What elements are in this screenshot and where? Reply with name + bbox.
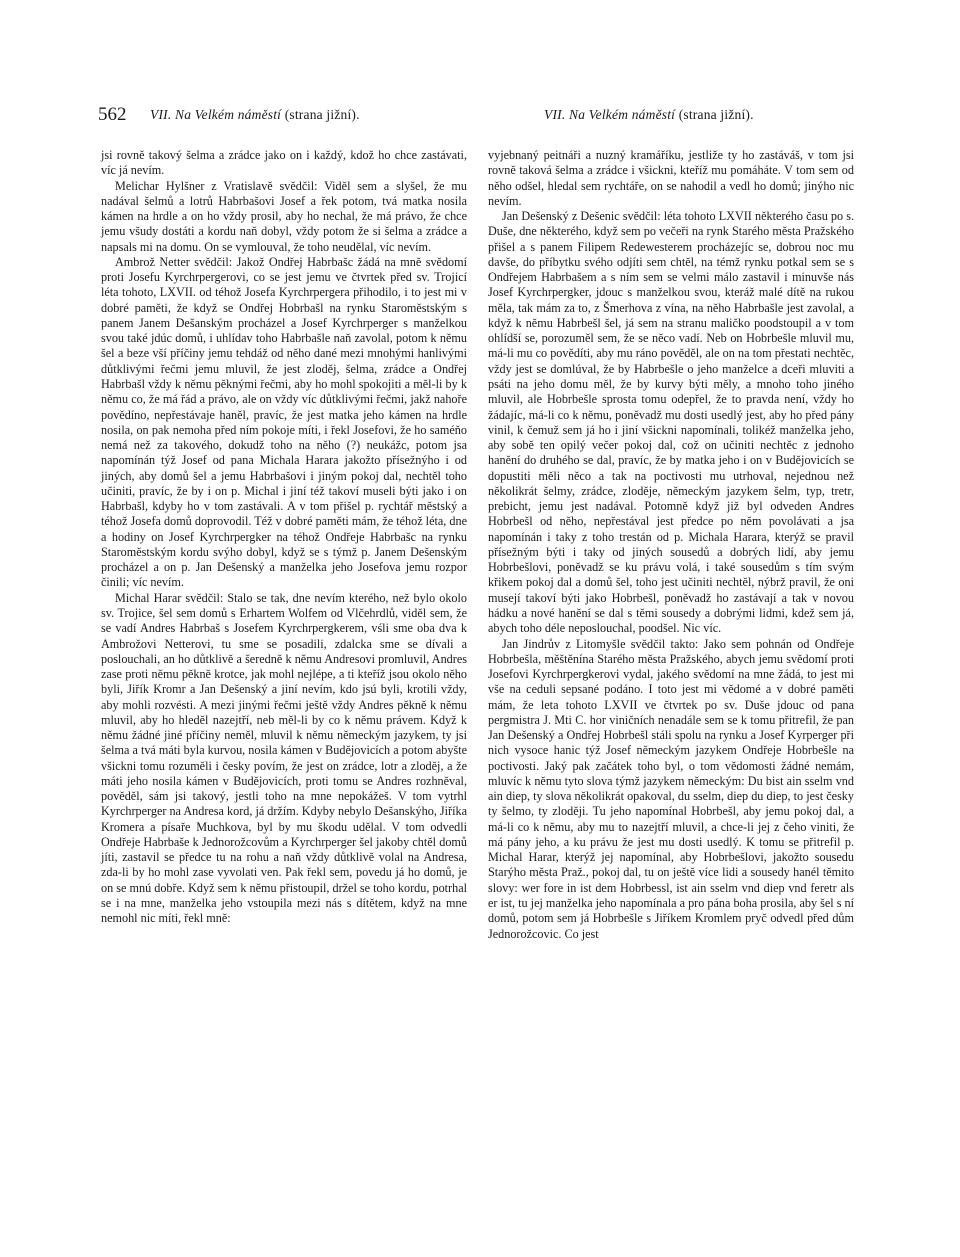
paragraph-continued-right: vyjebnaný peitnáři a nuzný kramáříku, jestliže ty ho zastáváš, v tom jsi rovně taková šelma a zrádce i všickni, kteříž mu pomáháte. V tom sem od něho odšel, hledal sem rychtáře, on se nahodil a vedl ho domů; jinýho nic nevím. bbox=[488, 148, 854, 208]
page-number: 562 bbox=[98, 104, 127, 125]
running-title-right bbox=[544, 107, 754, 123]
testimony-melichar-hylsner: Melichar Hylšner z Vratislavě svědčil: Viděl sem a slyšel, že mu nadával šelmů a lotrů Habrbašovi Josef a řek potom, tvá matka nosila kámen na hrdle a on ho vždy prosil, aby ho nechal, že má právo, že chce jemu všudy dostáti a kordu naň dobyl, vždy potom že si šelma a zrádce a napsals mi na domu. On se vymlouval, že toho neudělal, víc nevím. bbox=[101, 178, 467, 254]
testimony-ambroz-netter: Ambrož Netter svědčil: Jakož Ondřej Habrbašc žádá na mně svědomí proti Josefu Kyrchrpergerovi, co se jest jemu ve čtvrtek před sv. Trojicí léta tohoto, LXVII. od téhož Josefa Kyrchrpergera přihodilo, i to jest mi v dobré paměti, že když se Ondřej Hobrbašl na rynku Staroměstským s panem Janem Dešanským procházel a Josef Kyrchrperger s manželkou svou také jdúc domů, i uhlídav toho Habrbašle naň zavolal, potom k němu šel a beze vší příčiny jemu tehdáž od něho dané mezi mnohými hanlivými důtklivými řečmi jemu mluvil, že jest zloděj, šelma, zrádce a Ondřej Habrbašl vždy k němu pěknými řečmi, aby ho mohl spokojiti a měl-li by k němu co, že má řád a právo, ale on vždy víc důtklivými řečmi, jakž nahoře povědíno, nepřestávaje haněl, pravíc, že jest matka jeho kámen na hrdle nosila, on pak nemoha před ním pokoje míti, i řekl Josefovi, že ho saméňo nemá než za takového, dokudž toho na něho (?) neukážc, potom jsa napomínán týž Josef od pana Michala Harara jakožto přísežnýho i od jiných, aby domů šel a jemu Habrbašovi i jiným pokoj dal, nechtěl toho učiniti, pravíc, že by i on p. Michal i jiní též takoví museli býti jako i on Habrbašl, kdyby ho v tom zastávali. A v tom přišel p. rychtář městský a téhož Josefa domů doprovodil. Též v dobré paměti mám, že téhož léta, dne a hodiny on Josef Kyrchrpergker na téhož Ondřeje Habrbašc na rynku Staroměstským kordu svýho dobyl, když se s týmž p. Janem Dešenským procházel a on p. Jan Dešenský a manželka jeho Josefova jemu rozpor činili; víc nevím. bbox=[101, 254, 467, 590]
running-title-left bbox=[150, 107, 360, 123]
running-title-left-normal: (strana jižní). bbox=[281, 107, 360, 122]
right-text-column bbox=[488, 148, 854, 942]
testimony-jan-desensky: Jan Dešenský z Dešenic svědčil: léta tohoto LXVII některého času po s. Duše, dne některého, když sem po večeři na rynk Starého města Pražského přišel a s panem Filipem Redewesterem procházejíc se, dobrou noc mu davše, do příbytku svého odjíti sem chtěl, na témž rynku potkal sem se s Ondřejem Habrbašem a s ním sem se velmi málo zastavil i minuvše nás Josef Kyrchrpergker, jdouc s manželkou svou, kteráž malé dítě na rukou měla, tak mám za to, z Šmerhova z vína, na něho Habrbašle jest zavolal, a když k němu Habrbešl šel, já sem na stranu maličko poodstoupil a v tom ohlídší se, porozuměl sem, že se něco vadí. Neb on Hobrbešle mluvil mu, má-li mu co povědíti, aby mu ráno pověděl, ale on na tom přestati nechtěc, vždy jest se domlúval, že by Habrbešle o jeho manželce a dceři mluviti a psáti na jeho domu měl, že by kurvy býti měly, a mnoho toho jiného mluvil, ale Hobrbešle sprosta tomu odepřel, že to pravda není, vždy ho žádajíc, má-li co k němu, poněvadž mu dosti usedlý jest, aby ho před pány vinil, k čemuž sem já ho i jiní všickni napomínali, tolikéž manželka jeho, aby sobě ten opilý večer pokoj dal, což on učiniti nechtěc z jednoho hanění do druhého se dal, pravíc, že by matka jeho i on v Budějovicích se dopustiti měli něco a tak na poctivosti mu utrhoval, nejednou než několikrát šelmy, zrádce, zloděje, německým jazykem šelm, typ, tretr, prebicht, jemu jest nadával. Potomně když již byl odveden Andres Hobrbešl od něho, nepřestával jest předce po něm povolávati a jsa napomínán i taky z toho trestán od p. Michala Harara, kterýž se pravil přísežným býti i taky od jiných sousedů a dobrých lidí, aby jemu Hobrbešlovi, poněvadž se ku právu volá, i také sousedům s tím svým křikem pokoj dal a domů šel, toho jest učiniti nechtěl, nýbrž pravil, že oni musejí takoví býti jako Hobrbešl, poněvadž ho zastávají a tak v novou hádku a nové hanění se dal s těmi sousedy a dobrými lidmi, kdež sem já, abych toho déle neposlouchal, poodšel. Nic víc. bbox=[488, 209, 854, 636]
running-title-right-italic: VII. Na Velkém náměstí bbox=[544, 107, 676, 122]
running-title-right-normal: (strana jižní). bbox=[675, 107, 754, 122]
testimony-michal-harar: Michal Harar svědčil: Stalo se tak, dne nevím kterého, než bylo okolo sv. Trojice, šel sem domů s Erhartem Wolfem od Vlčehrdlů, viděl sem, že se vadí Andres Habrbaš s Josefem Kyrchrpergkerem, vśli sme oba dva k Ambrožovi Netterovi, tu sme se posadili, zdalcka sme se dívali a poslouchali, an ho důtklivě a šeredně k němu Andresovi promluvil, Andres zase proti němu pěkně krotce, jak mohl nejlépe, a ti kteříž jsou okolo něho byli, Jiřík Kromr a Jan Dešenský a jiní nevím, kdo jsú byli, krotili vždy, aby mohli rozvésti. A mezi jinými řečmi ještě vždy Andres pěkně k němu mluvil, aby ho hleděl nazejtří, neb měl-li by co k němu právem. Když k němu žádné jiné příčiny neměl, mluvil k němu německým jazykem, ty jsi šelma a tvá máti byla kurvou, nosila kámen v Budějovicích a potom abyšte všickni tomu rozuměli i česky povím, že jest on zrádce, lotr a zloděj, a že máti jeho nosila kámen v Budějovicích, proti tomu se Andres rozhněval, pověděl, sám jsi takový, jestli toho na mne nepokážeš. V tom vytrhl Kyrchrperger na Andresa kord, já držím. Kdyby nebylo Dešanskýho, Jiříka Kromera a písaře Muchkova, byl by mu škodu udělal. V tom odvedli Ondřeje Habrbaše k Jednorožcovům a Kyrchrperger šel jakoby chtěl domů jíti, zastavil se předce tu na rohu a naň vždy důtklivě volal na Andresa, zda-li by ho mohl zase vyvolati ven. Pak řekl sem, povedu já ho domů, je on se mnú dobře. Když sem k němu přistoupil, držel se toho kordu, potrhal se i na mne, manželka jeho vstoupila mezi nás s dítětem, když na mne nemohl nic míti, řekl mně: bbox=[101, 590, 467, 926]
paragraph-continued: jsi rovně takový šelma a zrádce jako on i každý, kdož ho chce zastávati, víc já nevím. bbox=[101, 148, 467, 178]
testimony-jan-jindruv: Jan Jindrův z Litomyšle svědčil takto: Jako sem pohnán od Ondřeje Hobrbešla, měštěnína Starého města Pražského, abych jemu svědomí proti Josefovi Kyrchrpergkerovi vydal, jakého svědomí na mne žádá, to jest mi vše na ceduli sepsané podáno. I toto jest mi vědomé a v dobré paměti mám, že leta tohoto LXVII ve čtvrtek po sv. Duše jdouc od pana pergmistra J. Mti C. hor viničních nenadále sem se k tomu přitrefil, že pan Jan Dešenský a Ondřej Hobrbešl stáli spolu na rynku a Josef Kyrperger při nich vysoce hanic týž Josef německým jazykem Ondřeje Hobrbešle na poctivosti. Jaký pak začátek toho byl, o tom vědomosti žádné nemám, mluvíc k němu tyto slova týmž jazykem německým: Du bist ain sselm vnd ain diep, ty slova několikrát opakoval, du sselm, diep du diep, to jest česky ty šelmo, ty zloději. Tu jeho napomínal Hobrbešl, aby jemu pokoj dal, a má-li co k němu, aby mu to nazejtří mluvil, a chce-li jej z čeho viniti, že má pány jeho, a ku právu že jest mu dosti usedlý. K tomu se přitrefil p. Michal Harar, kterýž jej napomínal, aby Hobrbešlovi, jakožto sousedu Starýho města Praž., pokoj dal, tu on ještě více lidi a sousedy hanél těmito slovy: wer fore in ist dem Hobrbessl, ist ain sselm vnd diep vnd feretr als er ist, tu jej manželka jeho napomínala a pro pána boha prosila, aby šel s ní domů, potom sem já Hobrbešle s Jiříkem Kromlem pryč odvedl před dům Jednorožcovic. Co jest bbox=[488, 636, 854, 941]
left-text-column bbox=[101, 148, 467, 927]
running-header bbox=[98, 104, 884, 128]
running-title-left-italic: VII. Na Velkém náměstí bbox=[150, 107, 282, 122]
